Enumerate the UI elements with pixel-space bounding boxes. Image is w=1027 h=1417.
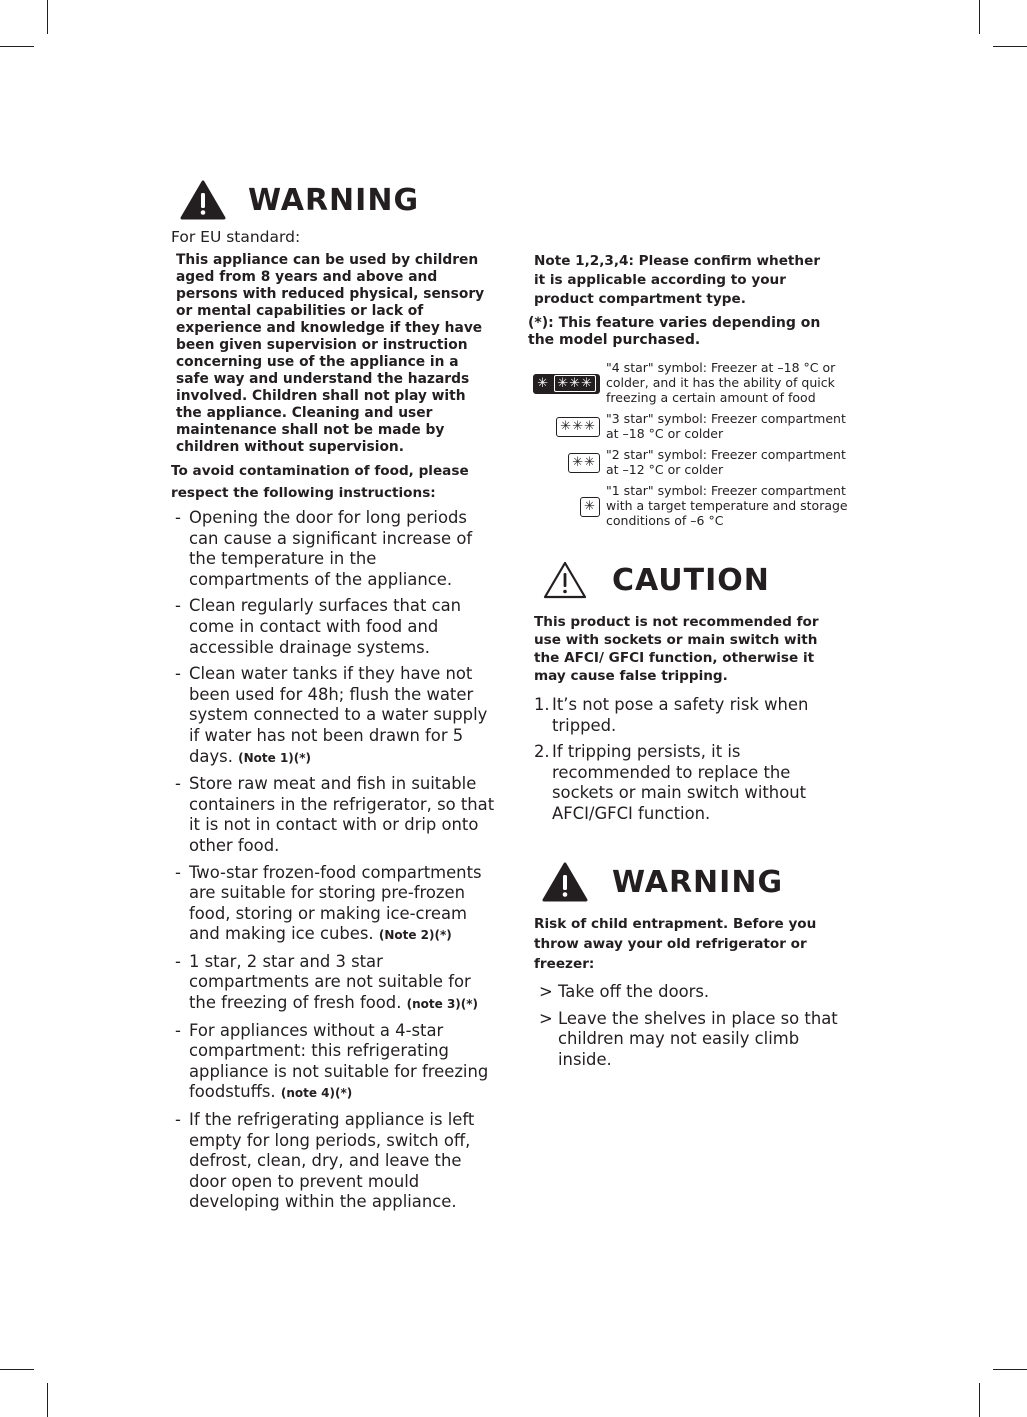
crop-mark xyxy=(993,1369,1027,1370)
four-star-freezer-icon: ✳ ✳✳✳ xyxy=(533,374,600,394)
contamination-instructions: To avoid contamination of food, please respect the following instructions: xyxy=(171,463,469,501)
child-entrapment-intro: Risk of child entrapment. Before you throw away your old refrigerator or freezer: xyxy=(534,916,817,972)
star-description: "4 star" symbol: Freezer at –18 °C or colder, and it has the ability of quick freezing a certain amount of food xyxy=(606,360,836,405)
contamination-list xyxy=(171,508,496,1213)
star-row xyxy=(528,444,858,480)
crop-mark xyxy=(993,46,1027,47)
caution-list xyxy=(534,695,854,825)
note-1234: Note 1,2,3,4: Please confirm whether it is applicable according to your product compartment type. xyxy=(534,253,821,307)
eu-standard-section xyxy=(171,228,496,1219)
crop-mark xyxy=(0,1369,34,1370)
two-star-freezer-icon: ✳✳ xyxy=(568,453,600,473)
star-symbols-table xyxy=(528,357,858,531)
caution-intro: This product is not recommended for use with sockets or main switch with the AFCI/ GFCI function, otherwise it may cause false tripping. xyxy=(534,614,819,684)
star-description: "2 star" symbol: Freezer compartment at –12 °C or colder xyxy=(606,447,846,477)
warning-heading xyxy=(180,180,419,220)
list-item: - Clean water tanks if they have not been used for 48h; flush the water system connected to a water supply if water has not been drawn for 5 days. (Note 1)(*) xyxy=(175,664,488,766)
star-description: "3 star" symbol: Freezer compartment at –18 °C or colder xyxy=(606,411,846,441)
caution-heading xyxy=(542,560,770,600)
crop-mark xyxy=(979,1383,980,1417)
list-item: - If the refrigerating appliance is left empty for long periods, switch off, defrost, clean, dry, and leave the door open to prevent mould developing within the appliance. xyxy=(175,1110,475,1212)
crop-mark xyxy=(47,0,48,34)
list-item: - Opening the door for long periods can cause a significant increase of the temperature in the compartments of the appliance. xyxy=(175,508,473,589)
warning-filled-icon xyxy=(542,862,588,902)
star-description: "1 star" symbol: Freezer compartment with a target temperature and storage conditions of –6 °C xyxy=(606,483,848,528)
eu-standard-subtitle: For EU standard: xyxy=(171,228,301,246)
one-star-freezer-icon: ✳ xyxy=(580,497,600,517)
crop-mark xyxy=(979,0,980,34)
star-row xyxy=(528,357,858,408)
note-ref: (note 3)(*) xyxy=(406,997,479,1012)
note-ref: (Note 2)(*) xyxy=(378,928,452,943)
eu-standard-intro: This appliance can be used by children aged from 8 years and above and persons with reduced physical, sensory or mental capabilities or lack of experience and knowledge if they have been given supervision or instruction concerning use of the appliance in a safe way and understand the hazards involved. Children shall not play with the appliance. Cleaning and user maintenance shall not be made by children without supervision. xyxy=(176,252,485,455)
list-item: - 1 star, 2 star and 3 star compartments are not suitable for the freezing of fresh food. (note 3)(*) xyxy=(175,951,479,1013)
three-star-freezer-icon: ✳✳✳ xyxy=(556,417,600,437)
warning-filled-icon xyxy=(180,180,226,220)
caution-section xyxy=(534,613,854,831)
warning-title: WARNING xyxy=(248,182,420,218)
list-item: - Two-star frozen-food compartments are suitable for storing pre-frozen food, storing or making ice-cream and making ice cubes. (Note 2)(*) xyxy=(175,862,482,944)
child-entrapment-section xyxy=(534,914,854,1076)
list-item: - Store raw meat and fish in suitable containers in the refrigerator, so that it is not in contact with or drip onto other food. xyxy=(175,774,495,855)
caution-outline-icon xyxy=(542,560,588,600)
warning-heading xyxy=(542,862,783,902)
list-item: > Take off the doors. xyxy=(539,982,710,1001)
crop-mark xyxy=(0,46,34,47)
list-item: - For appliances without a 4-star compartment: this refrigerating appliance is not suitable for freezing foodstuffs. (note 4)(*) xyxy=(175,1020,489,1102)
child-entrapment-list xyxy=(534,982,854,1070)
list-item: > Leave the shelves in place so that children may not easily climb inside. xyxy=(539,1008,838,1069)
warning-title: WARNING xyxy=(612,864,784,900)
star-row xyxy=(528,480,858,531)
note-ref: (Note 1)(*) xyxy=(238,750,312,765)
notes-section xyxy=(528,252,848,349)
feature-note: (*): This feature varies depending on the model purchased. xyxy=(528,315,821,348)
star-row xyxy=(528,408,858,444)
list-item: - Clean regularly surfaces that can come in contact with food and accessible drainage systems. xyxy=(175,596,462,657)
crop-mark xyxy=(47,1383,48,1417)
list-item: 2. If tripping persists, it is recommended to replace the sockets or main switch without AFCI/GFCI function. xyxy=(534,742,807,823)
caution-title: CAUTION xyxy=(612,562,770,598)
list-item: 1. It’s not pose a safety risk when tripped. xyxy=(534,695,809,735)
note-ref: (note 4)(*) xyxy=(280,1086,353,1101)
